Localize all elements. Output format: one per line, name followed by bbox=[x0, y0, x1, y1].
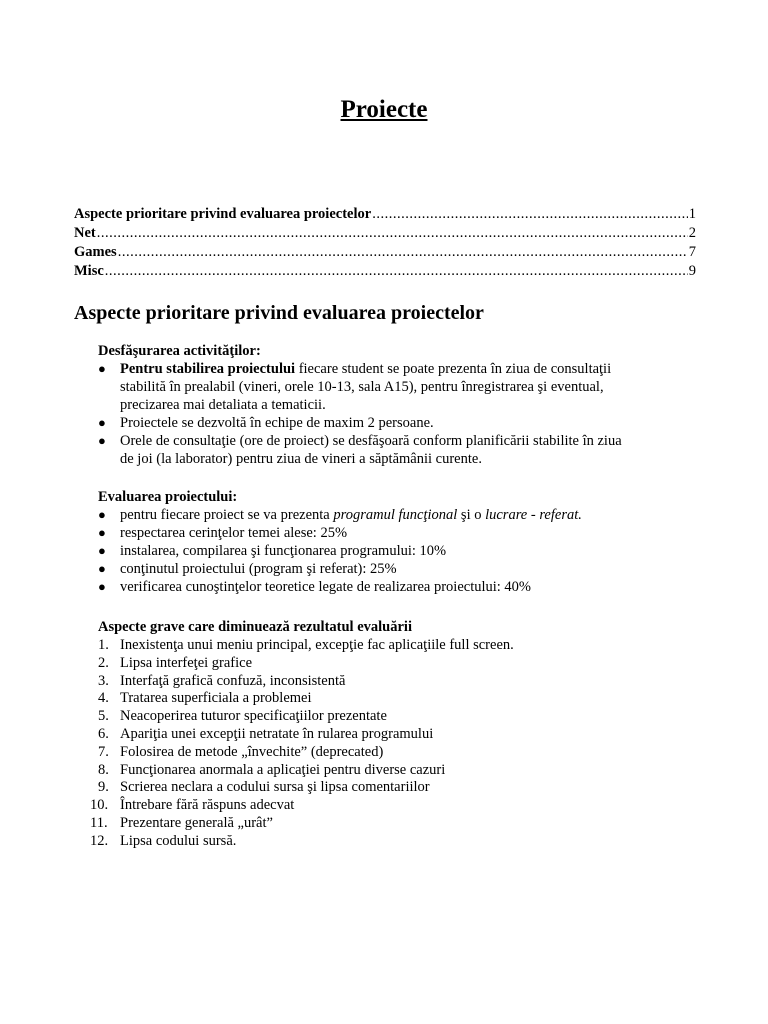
issues-list bbox=[90, 636, 698, 850]
list-item: 6. Apariţia unei excepţii netratate în rularea programului bbox=[98, 725, 434, 742]
toc-entry[interactable] bbox=[74, 205, 696, 224]
list-item bbox=[98, 414, 698, 432]
list-item-text: Funcţionarea anormala a aplicaţiei pentru diverse cazuri bbox=[120, 761, 446, 778]
list-item-italic: lucrare - referat. bbox=[485, 507, 582, 523]
list-item-text: respectarea cerinţelor temei alese: 25% bbox=[120, 525, 348, 541]
table-of-contents bbox=[74, 205, 696, 281]
activities-heading: Desfăşurarea activităţilor: bbox=[98, 343, 261, 359]
issues-heading: Aspecte grave care diminuează rezultatul evaluării bbox=[98, 619, 412, 635]
list-item-italic: programul funcţional bbox=[333, 507, 458, 523]
list-item-text: Lipsa codului sursă. bbox=[120, 832, 237, 849]
activities-section bbox=[98, 342, 698, 468]
list-item-text: stabilită în prealabil (vineri, orele 10-13, sala A15), pentru înregistrarea şi eventual, bbox=[120, 379, 604, 395]
toc-entry-page: 1 bbox=[688, 206, 696, 222]
evaluation-heading: Evaluarea proiectului: bbox=[98, 489, 238, 505]
toc-entry-page: 2 bbox=[688, 225, 696, 241]
bullet-icon: ● bbox=[98, 561, 106, 576]
list-item-text: Prezentare generală „urât” bbox=[120, 814, 273, 831]
toc-entry-label: Net bbox=[74, 225, 96, 241]
list-item-text: Inexistenţa unui meniu principal, excepţie fac aplicaţiile full screen. bbox=[120, 637, 514, 653]
toc-leader-dots bbox=[97, 224, 688, 242]
toc-leader-dots bbox=[372, 205, 688, 223]
list-item: 3. Interfaţă grafică confuză, inconsistentă bbox=[98, 672, 346, 689]
evaluation-section bbox=[98, 488, 698, 596]
bullet-icon: ● bbox=[98, 579, 106, 594]
list-item-text: Scrierea neclara a codului sursa şi lipsa comentariilor bbox=[120, 779, 430, 796]
toc-entry-label: Misc bbox=[74, 263, 104, 279]
list-item-text: pentru fiecare proiect se va prezenta bbox=[120, 507, 334, 523]
bullet-icon: ● bbox=[98, 433, 106, 448]
list-item: 5. Neacoperirea tuturor specificaţiilor prezentate bbox=[98, 708, 387, 725]
list-item: 11. Prezentare generală „urât” bbox=[90, 814, 273, 831]
list-item bbox=[98, 432, 698, 468]
section-heading: Aspecte prioritare privind evaluarea proiectelor bbox=[74, 302, 484, 324]
document-title: Proiecte bbox=[340, 96, 428, 123]
toc-entry-page: 9 bbox=[688, 263, 696, 279]
issues-section bbox=[90, 618, 698, 850]
list-item-text: Proiectele se dezvoltă în echipe de maxim 2 persoane. bbox=[120, 415, 434, 431]
toc-leader-dots bbox=[118, 243, 688, 261]
list-item bbox=[98, 578, 698, 596]
list-item-bold: Pentru stabilirea proiectului bbox=[120, 361, 296, 377]
list-item-text: instalarea, compilarea şi funcţionarea programului: 10% bbox=[120, 543, 447, 559]
list-item bbox=[98, 506, 698, 524]
bullet-icon: ● bbox=[98, 361, 106, 376]
list-item: 2. Lipsa interfeţei grafice bbox=[98, 654, 253, 671]
list-item-text: Lipsa interfeţei grafice bbox=[120, 654, 253, 671]
toc-leader-dots bbox=[105, 262, 688, 280]
list-item-text: fiecare student se poate prezenta în ziua de consultaţii bbox=[295, 361, 612, 377]
list-item-text: Neacoperirea tuturor specificaţiilor prezentate bbox=[120, 708, 387, 725]
toc-entry[interactable] bbox=[74, 243, 696, 262]
toc-entry-label: Games bbox=[74, 244, 117, 260]
toc-entry[interactable] bbox=[74, 262, 696, 281]
bullet-icon: ● bbox=[98, 507, 106, 522]
bullet-icon: ● bbox=[98, 415, 106, 430]
list-item-text: Orele de consultaţie (ore de proiect) se desfăşoară conform planificării stabilite în ziua bbox=[120, 433, 622, 449]
list-item: 8. Funcţionarea anormala a aplicaţiei pentru diverse cazuri bbox=[98, 761, 446, 778]
list-item-text: conţinutul proiectului (program şi referat): 25% bbox=[120, 561, 397, 577]
bullet-icon: ● bbox=[98, 543, 106, 558]
list-item: 9. Scrierea neclara a codului sursa şi lipsa comentariilor bbox=[98, 779, 430, 796]
list-item-text: precizarea mai detaliata a tematicii. bbox=[120, 397, 326, 413]
list-item: 1. Inexistenţa unui meniu principal, excepţie fac aplicaţiile full screen. bbox=[98, 637, 514, 653]
list-item-text: Tratarea superficiala a problemei bbox=[120, 690, 312, 707]
list-item bbox=[98, 360, 698, 414]
bullet-icon: ● bbox=[98, 525, 106, 540]
evaluation-list bbox=[98, 506, 698, 596]
list-item bbox=[98, 542, 698, 560]
list-item: 10. Întrebare fără răspuns adecvat bbox=[90, 797, 295, 814]
list-item-text: Folosirea de metode „învechite” (deprecated) bbox=[120, 743, 384, 760]
toc-entry-label: Aspecte prioritare privind evaluarea proiectelor bbox=[74, 206, 372, 222]
list-item-text: verificarea cunoştinţelor teoretice legate de realizarea proiectului: 40% bbox=[120, 579, 532, 595]
list-item-text: şi o bbox=[457, 507, 486, 523]
list-item-text: Întrebare fără răspuns adecvat bbox=[120, 797, 295, 814]
activities-list bbox=[98, 360, 698, 468]
list-item: 12. Lipsa codului sursă. bbox=[90, 832, 237, 849]
list-item: 7. Folosirea de metode „învechite” (deprecated) bbox=[98, 743, 384, 760]
list-item bbox=[98, 560, 698, 578]
list-item bbox=[98, 524, 698, 542]
list-item-text: Interfaţă grafică confuză, inconsistentă bbox=[120, 672, 346, 689]
list-item-text: Apariţia unei excepţii netratate în rularea programului bbox=[120, 725, 434, 742]
toc-entry-page: 7 bbox=[688, 244, 696, 260]
list-item: 4. Tratarea superficiala a problemei bbox=[98, 690, 312, 707]
toc-entry[interactable] bbox=[74, 224, 696, 243]
list-item-text: de joi (la laborator) pentru ziua de vineri a săptămânii curente. bbox=[120, 451, 482, 467]
